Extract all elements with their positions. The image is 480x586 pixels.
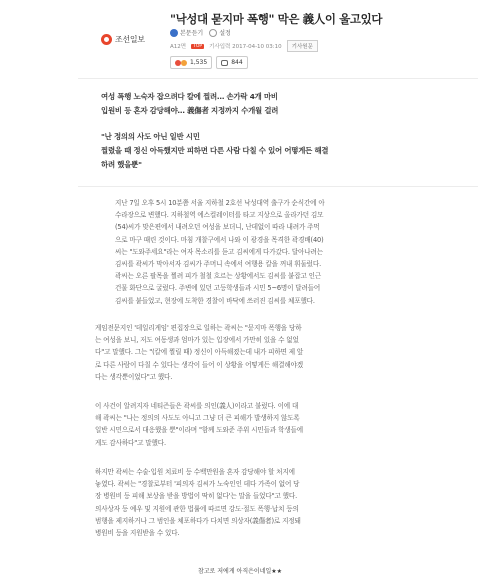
text-line: 병원비 등을 지원받을 수 있다. <box>95 529 180 538</box>
article-tools <box>170 28 231 37</box>
chosun-logo-icon <box>101 34 112 45</box>
publish-date: 기사입력 2017-04-10 03:10 <box>209 44 282 50</box>
original-article-button[interactable]: 기사원문 <box>287 40 318 52</box>
text-line: 범행을 제지하거나 그 범인을 체포하다가 다치면 의상자(義傷者)로 지정돼 <box>95 516 301 525</box>
text-line: 으로 마구 때린 것이다. 마침 개찰구에서 나와 이 광경을 목격한 곽경배(40) <box>115 235 324 244</box>
text-line: 게임전문지인 '데일리게임' 편집장으로 일하는 곽씨는 "묻지마 폭행을 당하 <box>95 324 302 332</box>
footer-caption: 참고로 저에게 아직은이네일★★ <box>197 568 283 575</box>
text-line: 놓였다. 곽씨는 "경찰로부터 '피의자 김씨가 노숙인인 데다 가족이 없어 당 <box>95 480 300 489</box>
text-line: 건물 화단으로 굴렀다. 주변에 있던 고등학생들과 시민 5~6명이 달려들어 <box>115 284 321 293</box>
text-line: 하지만 곽씨는 수술·입원 치료비 등 수백만원을 혼자 감당해야 할 처지에 <box>95 468 295 476</box>
article-paragraph <box>115 197 467 307</box>
text-line: 지난 7일 오후 5시 10분쯤 서울 지하철 2호선 낙성대역 출구가 순식간에 아 <box>115 199 325 207</box>
speaker-icon <box>170 29 178 37</box>
page-position: A12면 <box>170 44 187 50</box>
quote-line: 하려 했을뿐" <box>101 160 142 169</box>
text-line: 수라장으로 변했다. 지하철역 에스컬레이터를 타고 지상으로 올라가던 김모 <box>115 211 324 220</box>
text-line: 장 병원비 등 피해 보상을 받을 방법이 딱히 없다'는 말을 들었다"고 했다. <box>95 492 298 501</box>
publisher-logo[interactable] <box>101 34 145 45</box>
text-line: 의사상자 등 예우 및 지원에 관한 법률에 따르면 강도·절도 폭행·납치 등의 <box>95 504 299 513</box>
article-title: "낙성대 묻지마 폭행" 막은 義人이 울고있다 <box>170 12 383 26</box>
subheadline <box>101 90 278 118</box>
header-divider <box>78 78 478 79</box>
quote-line: 찔렸을 때 정신 아득했지만 피하면 다른 사람 다칠 수 있어 어떻게든 해결 <box>101 146 329 155</box>
article-paragraph <box>95 466 467 539</box>
text-line: (54)씨가 맞은편에서 내려오던 여성을 보더니, 난데없이 따라 내려가 주먹 <box>115 223 320 232</box>
reactions-button[interactable] <box>170 56 212 69</box>
engagement-bar <box>170 56 248 69</box>
sad-emoji-icon <box>181 60 187 66</box>
text-line: 곽씨는 오른 팔목을 찔려 피가 철철 흐르는 상황에서도 김씨를 붙잡고 인근 <box>115 272 322 281</box>
publisher-name: 조선일보 <box>115 35 145 44</box>
comment-icon <box>221 60 228 66</box>
subhead-line: 여성 폭행 노숙자 잡으려다 칼에 찔려… 손가락 4개 마비 <box>101 92 278 101</box>
text-line: 이 사건이 알려지자 네티즌들은 곽씨를 의인(義人)이라고 불렀다. 이에 대 <box>95 402 299 410</box>
text-line: 일반 시민으로서 대응했을 뿐"이라며 "함께 도와준 주위 시민들과 학생들에 <box>95 426 303 435</box>
gear-icon <box>209 29 217 37</box>
pull-quote <box>101 130 328 172</box>
quote-line: "난 정의의 사도 아닌 일반 시민 <box>101 132 200 141</box>
text-line: 로 다른 사람이 다칠 수 있다는 생각이 들어 이 상황을 어떻게든 해결해야겠 <box>95 360 303 369</box>
reactions-count: 1,535 <box>190 59 208 66</box>
listen-button[interactable] <box>170 28 203 37</box>
subhead-line: 입원비 등 혼자 감당해야… 義傷者 지정까지 수개월 걸려 <box>101 106 279 115</box>
article-header <box>0 0 480 76</box>
text-line: 씨는 "도와주세요"라는 여자 목소리를 듣고 김씨에게 다가갔다. 달아나려는 <box>115 247 323 256</box>
article-paragraph <box>95 322 467 383</box>
text-line: 다는 생각뿐이었다"고 했다. <box>95 372 173 381</box>
article-meta <box>170 40 318 52</box>
article-paragraph <box>95 400 467 449</box>
listen-label: 본문듣기 <box>180 30 204 37</box>
text-line: 다"고 말했다. 그는 "(칼에 찔릴 때) 정신이 아득해졌는데 내가 피하면 제 앞 <box>95 348 304 357</box>
comments-button[interactable] <box>216 56 247 69</box>
settings-label: 설정 <box>219 30 231 37</box>
top-badge: TOP <box>193 43 203 49</box>
text-line: 김씨를 붙들었고, 현장에 도착한 경찰이 바닥에 쓰러진 김씨를 체포했다. <box>115 296 315 305</box>
comments-count: 844 <box>231 59 243 66</box>
body-divider <box>78 186 478 187</box>
settings-button[interactable] <box>209 28 231 37</box>
text-line: 김씨를 곽씨가 막아서자 김씨가 주머니 속에서 여행용 칼을 꺼내 휘둘렀다. <box>115 260 322 269</box>
text-line: 는 여성을 보니, 저도 여동생과 엄마가 있는 입장에서 가만히 있을 수 없었 <box>95 336 299 345</box>
text-line: 해 곽씨는 "나는 정의의 사도도 아니고 그냥 더 큰 피해가 발생하지 않도록 <box>95 414 300 423</box>
text-line: 게도 감사하다"고 말했다. <box>95 438 166 447</box>
